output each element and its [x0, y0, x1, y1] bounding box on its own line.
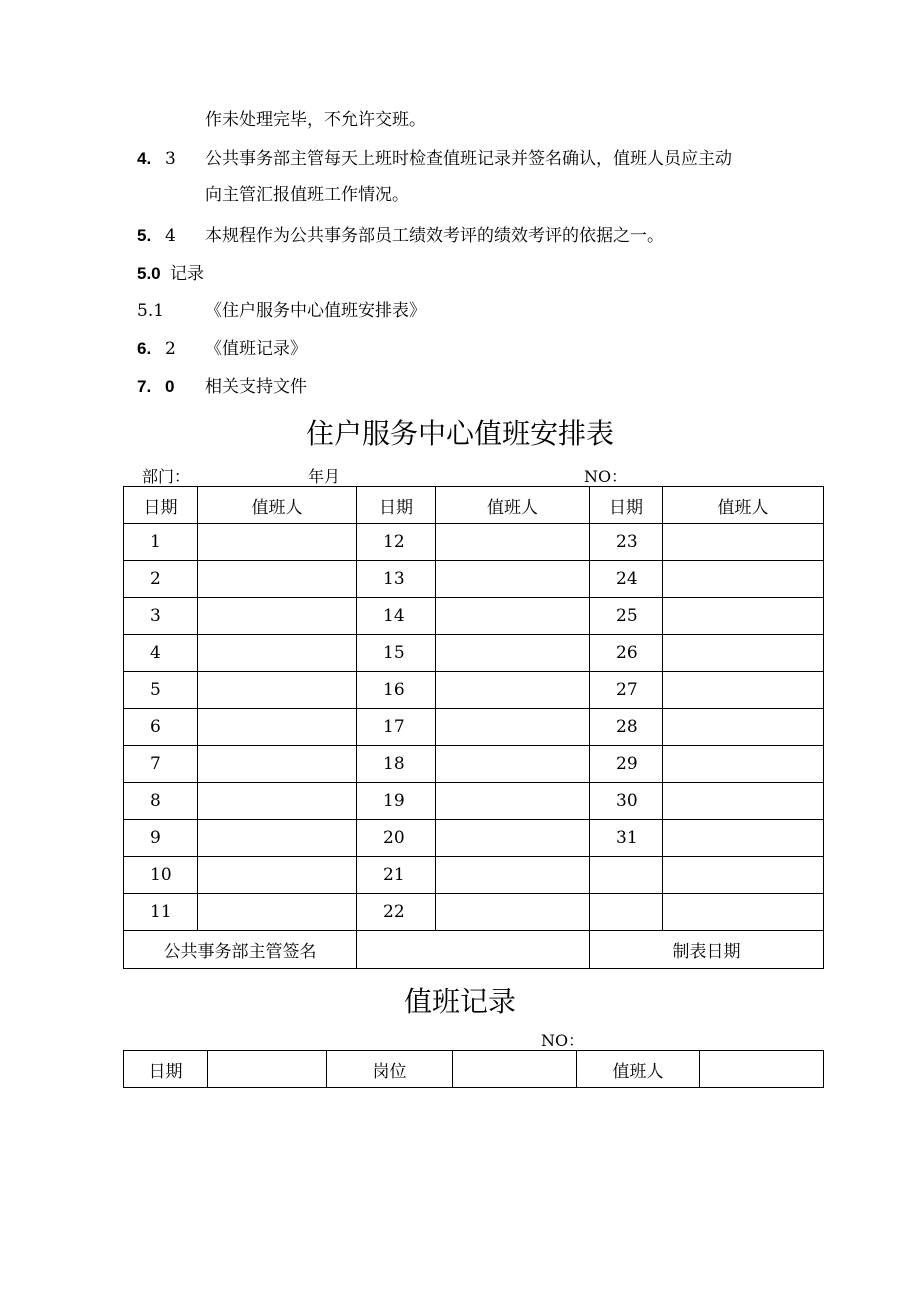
schedule-duty-cell[interactable] — [436, 783, 590, 820]
supervisor-sign-label: 公共事务部主管签名 — [124, 931, 357, 969]
schedule-duty-cell[interactable] — [663, 635, 824, 672]
section-5-label: 记录 — [170, 264, 204, 284]
schedule-date-cell: 4 — [124, 635, 198, 672]
rule-4-3-number — [137, 148, 151, 170]
schedule-duty-cell[interactable] — [436, 561, 590, 598]
duty-record-title: 值班记录 — [403, 985, 516, 1018]
supervisor-sign-value[interactable] — [357, 931, 590, 969]
schedule-duty-cell[interactable] — [198, 746, 357, 783]
duty-record-person-label: 值班人 — [577, 1051, 700, 1088]
schedule-date-cell: 15 — [357, 635, 436, 672]
schedule-date-cell: 7 — [124, 746, 198, 783]
dept-label: 部门： — [142, 467, 191, 486]
schedule-date-cell: 19 — [357, 783, 436, 820]
record-5-1-text: 《住户服务中心值班安排表》 — [205, 301, 426, 321]
duty-record-no-label: NO： — [541, 1031, 585, 1050]
schedule-duty-cell[interactable] — [436, 857, 590, 894]
schedule-row — [124, 820, 824, 857]
schedule-duty-cell[interactable] — [436, 598, 590, 635]
schedule-date-cell: 31 — [590, 820, 663, 857]
schedule-date-cell: 28 — [590, 709, 663, 746]
schedule-date-cell: 21 — [357, 857, 436, 894]
schedule-date-cell: 9 — [124, 820, 198, 857]
record-6-2-subnumber: 2 — [165, 339, 176, 359]
schedule-duty-cell[interactable] — [198, 598, 357, 635]
header-duty-1: 值班人 — [198, 487, 357, 524]
rule-4-3-subnumber: 3 — [165, 149, 176, 169]
duty-record-date-label: 日期 — [124, 1051, 208, 1088]
schedule-duty-cell[interactable] — [198, 524, 357, 561]
schedule-footer-row — [124, 931, 824, 969]
section-7-subnumber: 0 — [165, 377, 175, 396]
schedule-date-cell: 20 — [357, 820, 436, 857]
section-7-number: 7. — [137, 377, 152, 396]
schedule-date-cell: 30 — [590, 783, 663, 820]
schedule-duty-cell[interactable] — [663, 709, 824, 746]
schedule-date-cell: 13 — [357, 561, 436, 598]
schedule-row — [124, 598, 824, 635]
schedule-header-row — [124, 487, 824, 524]
table-date-label: 制表日期 — [590, 931, 824, 969]
schedule-date-cell: 23 — [590, 524, 663, 561]
schedule-duty-cell[interactable] — [436, 635, 590, 672]
rule-continuation: 作未处理完毕，不允许交班。 — [205, 110, 426, 130]
schedule-date-cell: 22 — [357, 894, 436, 931]
schedule-duty-cell[interactable] — [663, 672, 824, 709]
schedule-duty-cell[interactable] — [663, 857, 824, 894]
schedule-row — [124, 524, 824, 561]
schedule-date-cell: 12 — [357, 524, 436, 561]
rule-5-4-subnumber: 4 — [165, 226, 176, 246]
header-date-1: 日期 — [124, 487, 198, 524]
header-date-3: 日期 — [590, 487, 663, 524]
schedule-duty-cell[interactable] — [663, 783, 824, 820]
header-duty-3: 值班人 — [663, 487, 824, 524]
schedule-date-cell: 10 — [124, 857, 198, 894]
schedule-duty-cell[interactable] — [198, 561, 357, 598]
rule-4-3-num-a: 4. — [137, 149, 152, 168]
schedule-date-cell — [590, 894, 663, 931]
rule-5-4-text: 本规程作为公共事务部员工绩效考评的绩效考评的依据之一。 — [205, 226, 664, 246]
record-5-1-number: 5.1 — [137, 301, 165, 321]
schedule-row — [124, 672, 824, 709]
schedule-date-cell: 27 — [590, 672, 663, 709]
schedule-duty-cell[interactable] — [198, 820, 357, 857]
schedule-duty-cell[interactable] — [663, 598, 824, 635]
section-5-number: 5.0 — [137, 264, 161, 283]
rule-4-3-text: 公共事务部主管每天上班时检查值班记录并签名确认，值班人员应主动 — [205, 149, 732, 169]
schedule-row — [124, 894, 824, 931]
duty-record-table — [123, 1050, 824, 1088]
schedule-duty-cell[interactable] — [436, 746, 590, 783]
schedule-date-cell: 5 — [124, 672, 198, 709]
header-duty-2: 值班人 — [436, 487, 590, 524]
schedule-date-cell: 3 — [124, 598, 198, 635]
schedule-date-cell: 18 — [357, 746, 436, 783]
schedule-date-cell: 11 — [124, 894, 198, 931]
schedule-date-cell: 17 — [357, 709, 436, 746]
record-6-2-text: 《值班记录》 — [205, 339, 307, 359]
schedule-date-cell: 16 — [357, 672, 436, 709]
rule-4-3-text-cont: 向主管汇报值班工作情况。 — [205, 185, 409, 205]
schedule-row — [124, 857, 824, 894]
schedule-table — [123, 486, 824, 969]
schedule-duty-cell[interactable] — [198, 635, 357, 672]
section-7-label: 相关支持文件 — [205, 377, 307, 397]
schedule-duty-cell[interactable] — [436, 709, 590, 746]
schedule-duty-cell[interactable] — [436, 672, 590, 709]
schedule-date-cell: 24 — [590, 561, 663, 598]
month-label: 年月 — [308, 467, 341, 486]
schedule-duty-cell[interactable] — [198, 709, 357, 746]
schedule-duty-cell[interactable] — [198, 894, 357, 931]
schedule-date-cell: 26 — [590, 635, 663, 672]
duty-record-date-value[interactable] — [208, 1051, 327, 1088]
record-6-2-number: 6. — [137, 339, 152, 358]
duty-record-post-value[interactable] — [453, 1051, 577, 1088]
schedule-duty-cell[interactable] — [198, 783, 357, 820]
schedule-date-cell: 1 — [124, 524, 198, 561]
schedule-no-label: NO： — [584, 467, 628, 486]
schedule-duty-cell[interactable] — [198, 857, 357, 894]
schedule-date-cell — [590, 857, 663, 894]
schedule-date-cell: 6 — [124, 709, 198, 746]
schedule-title: 住户服务中心值班安排表 — [305, 417, 614, 450]
rule-5-4-number: 5. — [137, 226, 152, 245]
schedule-date-cell: 29 — [590, 746, 663, 783]
schedule-duty-cell[interactable] — [198, 672, 357, 709]
schedule-row — [124, 746, 824, 783]
schedule-row — [124, 561, 824, 598]
schedule-row — [124, 783, 824, 820]
header-date-2: 日期 — [357, 487, 436, 524]
schedule-row — [124, 635, 824, 672]
duty-record-row — [124, 1051, 824, 1088]
duty-record-person-value[interactable] — [700, 1051, 824, 1088]
schedule-duty-cell[interactable] — [663, 524, 824, 561]
schedule-row — [124, 709, 824, 746]
schedule-duty-cell[interactable] — [436, 894, 590, 931]
schedule-duty-cell[interactable] — [436, 820, 590, 857]
schedule-duty-cell[interactable] — [663, 894, 824, 931]
schedule-date-cell: 8 — [124, 783, 198, 820]
schedule-date-cell: 14 — [357, 598, 436, 635]
schedule-date-cell: 25 — [590, 598, 663, 635]
schedule-duty-cell[interactable] — [436, 524, 590, 561]
schedule-date-cell: 2 — [124, 561, 198, 598]
schedule-duty-cell[interactable] — [663, 746, 824, 783]
schedule-duty-cell[interactable] — [663, 820, 824, 857]
schedule-duty-cell[interactable] — [663, 561, 824, 598]
duty-record-post-label: 岗位 — [327, 1051, 453, 1088]
